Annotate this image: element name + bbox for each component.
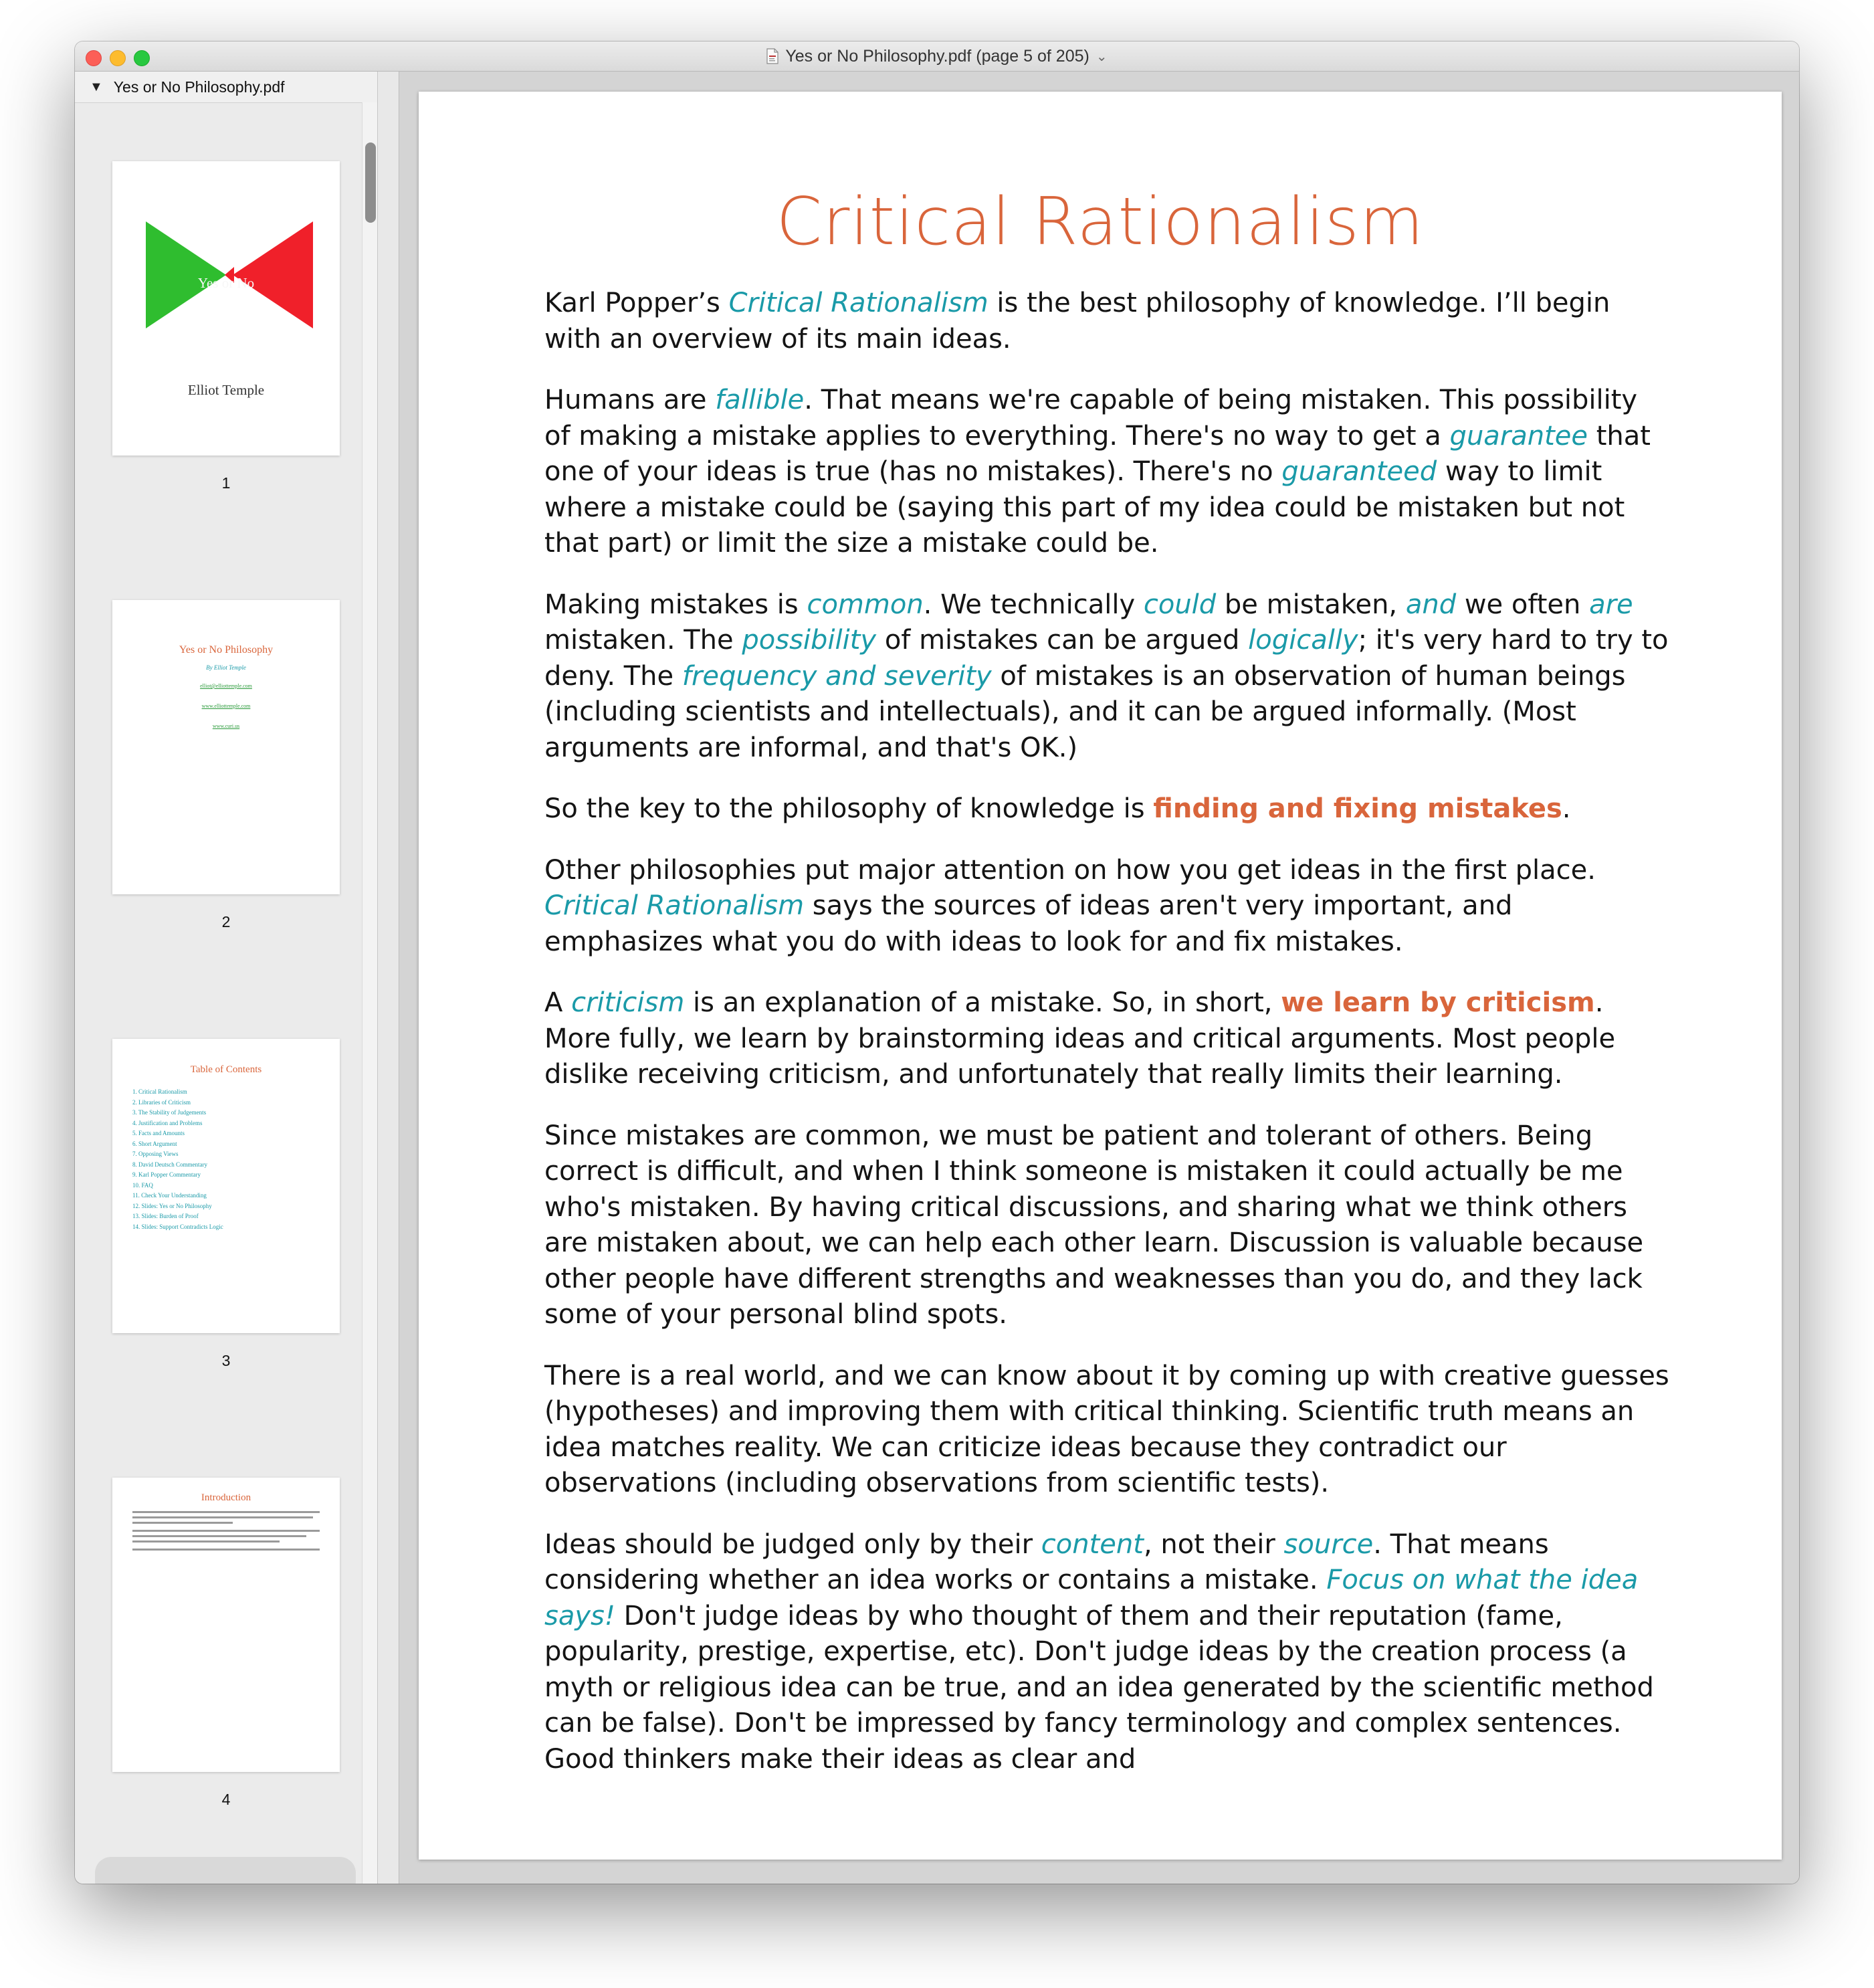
body-text: . That means considering whether an idea works or contains a mistake. (544, 1528, 1549, 1595)
emphasis-text: criticism (571, 987, 685, 1018)
cover-title-line2: Philosophy (194, 295, 258, 311)
thumbnail-sidebar (75, 72, 378, 1884)
sidebar-document-header[interactable] (75, 72, 377, 103)
highlight-text: finding and fixing mistakes (1153, 793, 1562, 824)
disclosure-triangle-icon[interactable]: ▼ (90, 79, 103, 94)
thumb-toc-item: 7. Opposing Views (132, 1151, 179, 1157)
page-number-label: 2 (221, 913, 231, 930)
sidebar-scrollbar[interactable] (362, 102, 377, 1884)
sidebar-scroll-thumb[interactable] (365, 142, 376, 223)
page-title: Critical Rationalism (776, 184, 1425, 260)
thumb-toc-item: 3. The Stability of Judgements (132, 1109, 207, 1116)
page-thumbnail-1[interactable] (112, 161, 340, 456)
body-text: A (544, 987, 572, 1018)
emphasis-text: Critical Rationalism (544, 890, 805, 921)
body-text: way to limit where a mistake could be (saying this part of my idea could be mistaken but not that part) or limit the size a mistake could be. (544, 456, 1625, 559)
body-text: be mistaken, (1216, 589, 1406, 620)
body-text: Making mistakes is (544, 589, 807, 620)
body-text: says the sources of ideas aren't very important, and emphasizes what you do with ideas to look for and fix mistakes. (544, 890, 1513, 957)
body-paragraph (544, 587, 1671, 767)
body-text: ; it's very hard to try to deny. The (544, 625, 1669, 692)
body-paragraph (544, 1359, 1671, 1502)
thumb-link: www.elliottemple.com (201, 703, 251, 709)
body-text: . That means we're capable of being mistaken. This possibility of making a mistake applies to everything. There's no way to get a (544, 385, 1638, 452)
body-text: of mistakes is an observation of human beings (including scientists and intellectuals), and it can be argued informally. (Most arguments are informal, and that's OK.) (544, 660, 1626, 763)
emphasis-text: and (1405, 589, 1457, 620)
pdf-page[interactable] (419, 92, 1782, 1860)
pdf-document-icon (766, 48, 778, 64)
emphasis-text: are (1589, 589, 1633, 620)
body-text: . (1562, 793, 1571, 824)
body-text: Humans are (544, 385, 716, 415)
next-thumbnail-edge (95, 1857, 356, 1884)
preview-window (75, 41, 1799, 1884)
thumb-toc-item: 5. Facts and Amounts (132, 1130, 185, 1136)
sidebar-file-name: Yes or No Philosophy.pdf (113, 78, 285, 96)
body-text: is an explanation of a mistake. So, in short, (684, 987, 1281, 1018)
cover-author: Elliot Temple (187, 382, 265, 398)
thumb-toc-list (132, 1087, 326, 1232)
thumb-toc-item: 1. Critical Rationalism (132, 1088, 187, 1095)
emphasis-text: could (1143, 589, 1217, 620)
body-paragraph (544, 791, 1671, 827)
thumb-toc-item: 8. David Deutsch Commentary (132, 1161, 207, 1168)
cover-title-line1: Yes or No (197, 275, 255, 291)
page-number-label: 3 (221, 1352, 231, 1369)
body-text: Karl Popper’s (544, 288, 729, 318)
page-thumbnail-2[interactable] (112, 600, 340, 894)
emphasis-text: source (1283, 1528, 1374, 1560)
body-paragraph (544, 853, 1671, 961)
thumb-toc-item: 12. Slides: Yes or No Philosophy (132, 1202, 212, 1209)
emphasis-text: common (807, 589, 924, 620)
page-number-label: 1 (221, 474, 231, 492)
body-text: that one of your ideas is true (has no mistakes). There's no (544, 420, 1651, 487)
body-text: So the key to the philosophy of knowledge is (544, 793, 1154, 824)
thumb-toc-item: 14. Slides: Support Contradicts Logic (132, 1223, 223, 1230)
body-paragraph (544, 1118, 1671, 1333)
emphasis-text: frequency and severity (682, 660, 992, 692)
thumb-toc-item: 11. Check Your Understanding (132, 1192, 207, 1199)
emphasis-text: guarantee (1449, 420, 1588, 452)
emphasis-text: content (1041, 1528, 1144, 1560)
page-thumbnail-4[interactable] (112, 1478, 340, 1772)
page-body-text (544, 286, 1671, 1803)
emphasis-text: Focus on what the idea says! (544, 1565, 1639, 1631)
body-paragraph (544, 286, 1671, 357)
thumb-byline: By Elliot Temple (206, 664, 246, 671)
body-paragraph (544, 383, 1671, 562)
body-text: There is a real world, and we can know about it by coming up with creative guesses (hypotheses) and improving them with critical thinking. Scientific truth means an idea matches reality. We can criticize ideas because they contradict our observations (including observations from scientific tests). (544, 1360, 1669, 1498)
body-text: of mistakes can be argued (876, 625, 1249, 656)
emphasis-text: fallible (715, 385, 805, 415)
thumb-toc-item: 4. Justification and Problems (132, 1119, 203, 1126)
chevron-down-icon[interactable]: ⌄ (1096, 49, 1108, 64)
thumb-title: Yes or No Philosophy (179, 644, 274, 656)
emphasis-text: guaranteed (1281, 456, 1437, 487)
thumb-text-lines (132, 1511, 320, 1565)
body-text: we often (1456, 589, 1590, 620)
body-text: is the best philosophy of knowledge. I’ll begin with an overview of its main ideas. (544, 288, 1610, 355)
page-thumbnail-3[interactable] (112, 1039, 340, 1333)
thumb-toc-item: 2. Libraries of Criticism (132, 1098, 191, 1106)
thumb-title: Table of Contents (190, 1064, 262, 1075)
document-view[interactable] (399, 72, 1799, 1884)
thumb-link: www.curi.us (212, 723, 240, 729)
highlight-text: we learn by criticism (1281, 987, 1595, 1018)
body-text: Since mistakes are common, we must be patient and tolerant of others. Being correct is difficult, and when I think someone is mistaken it could actually be me who's mistaken. By having critical discussions, and sharing what we think others are mistaken about, we can help each other learn. Discussion is valuable because other people have different strengths and weaknesses than you do, and they lack some of your personal blind spots. (544, 1120, 1644, 1330)
thumb-toc-item: 9. Karl Popper Commentary (132, 1171, 201, 1178)
thumb-title: Introduction (201, 1492, 251, 1503)
window-title: Yes or No Philosophy.pdf (page 5 of 205) (785, 46, 1089, 66)
body-text: Don't judge ideas by who thought of them and their reputation (fame, popularity, prestige, expertise, etc). Don't judge ideas by the creation process (a myth or religious idea can be true, and an idea generated by the scientific method can be false). Don't be impressed by fancy terminology and complex sentences. Good thinkers make their ideas as clear and (544, 1600, 1654, 1775)
body-paragraph (544, 1527, 1671, 1778)
page-number-label: 4 (221, 1791, 231, 1808)
body-paragraph (544, 985, 1671, 1093)
body-text: Other philosophies put major attention on how you get ideas in the first place. (544, 854, 1596, 886)
body-text: , not their (1143, 1528, 1284, 1560)
thumb-toc-item: 6. Short Argument (132, 1140, 177, 1147)
thumb-toc-item: 13. Slides: Burden of Proof (132, 1213, 199, 1219)
thumb-link: elliot@elliottemple.com (200, 683, 252, 689)
body-text: Ideas should be judged only by their (544, 1528, 1041, 1560)
emphasis-text: logically (1248, 625, 1358, 656)
body-text: . More fully, we learn by brainstorming ideas and critical arguments. Most people dislike receiving criticism, and unfortunately that really limits their learning. (544, 987, 1616, 1090)
thumb-toc-item: 10. FAQ (132, 1181, 153, 1189)
emphasis-text: possibility (742, 625, 877, 656)
emphasis-text: Critical Rationalism (728, 288, 988, 318)
body-text: . We technically (923, 589, 1144, 620)
title-bar (75, 41, 1799, 72)
body-text: mistaken. The (544, 625, 742, 656)
window-title-menu[interactable] (75, 41, 1799, 71)
